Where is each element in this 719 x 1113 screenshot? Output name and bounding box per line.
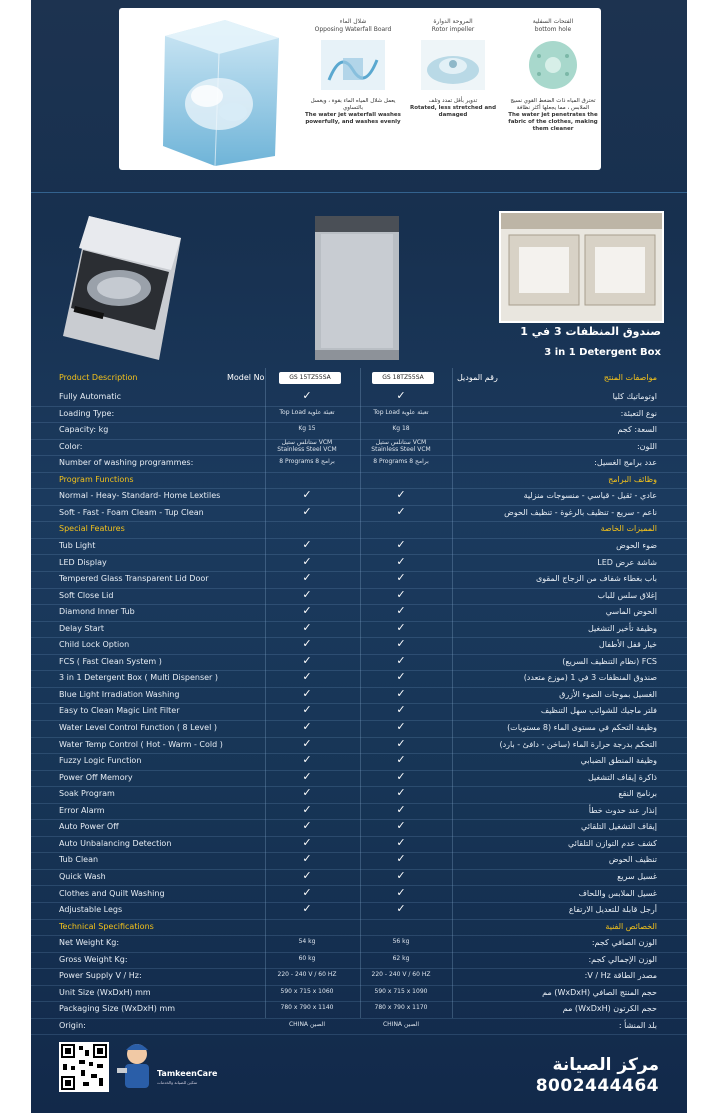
spec-label-en: Normal - Heay- Standard- Home Lextiles	[59, 491, 221, 501]
model-value-text: Kg 18	[392, 425, 410, 433]
spec-label-ar: وظيفة تأخير التشغيل	[587, 623, 657, 633]
feature-bottom-hole	[505, 18, 601, 133]
feature-title-en: Opposing Waterfall Board	[314, 26, 392, 33]
spec-row	[31, 753, 687, 771]
spec-label-ar: السعة: كجم	[617, 425, 657, 435]
spec-label-en: Tub Clean	[59, 855, 99, 865]
spec-label-en: Packaging Size (WxDxH) mm	[59, 1004, 176, 1014]
spec-label-ar: وظيفة المنطق الضبابي	[580, 756, 657, 766]
spec-label-en: FCS ( Fast Clean System )	[59, 656, 162, 666]
spec-row	[31, 654, 687, 672]
spec-label-en: Tempered Glass Transparent Lid Door	[59, 574, 209, 584]
spec-row	[31, 670, 687, 688]
spec-row	[31, 952, 687, 970]
washer-open-lid-image	[59, 210, 187, 360]
feature-title-ar: شلال الماء	[339, 18, 367, 25]
check-icon: ✓	[396, 653, 406, 667]
spec-label-ar: اللون:	[636, 441, 657, 451]
section-divider	[31, 192, 687, 193]
model-value	[267, 955, 347, 962]
model-value-text: ستانلس ستيل VCM	[375, 438, 427, 446]
check-icon: ✓	[396, 720, 406, 733]
check-icon: ✓	[396, 620, 406, 634]
technician-mascot-icon	[115, 1040, 159, 1094]
spec-row	[31, 886, 687, 904]
check-icon: ✓	[302, 786, 312, 800]
spec-row	[31, 985, 687, 1003]
spec-row	[31, 389, 687, 407]
check-icon: ✓	[396, 571, 406, 585]
section-title-en: Special Features	[59, 524, 125, 534]
feature-rotor	[405, 18, 501, 119]
check-icon: ✓	[396, 819, 406, 833]
spec-row	[31, 422, 687, 440]
spec-label-en: Diamond Inner Tub	[59, 607, 135, 617]
spec-label-ar: باب بغطاء شفاف من الزجاج المقوى	[536, 574, 657, 584]
spec-label-ar: خيار قفل الأطفال	[598, 640, 657, 650]
model-value	[267, 458, 347, 465]
check-icon: ✓	[396, 868, 406, 882]
section-title-en: Program Functions	[59, 474, 134, 484]
page-margin-left	[0, 0, 31, 1113]
model-value-text: Top Load تعبئة علوية	[373, 408, 429, 416]
model-value	[361, 971, 441, 978]
spec-label-en: Fuzzy Logic Function	[59, 756, 142, 766]
model-value	[361, 938, 441, 945]
feature-waterfall	[305, 18, 401, 126]
feature-title-ar: الفتحات السفلية	[532, 18, 574, 25]
model-value-text: ستانلس ستيل VCM	[281, 438, 333, 446]
spec-row	[31, 1018, 687, 1036]
spec-label-ar: نوع التعبئة:	[620, 408, 657, 418]
check-icon: ✓	[302, 537, 312, 551]
check-icon: ✓	[396, 488, 406, 502]
section-title-en: Technical Specifications	[59, 921, 154, 931]
spec-row	[31, 869, 687, 887]
spec-label-ar: الحوض الماسي	[605, 607, 657, 617]
spec-label-ar: تنظيف الحوض	[608, 855, 657, 865]
spec-row	[31, 836, 687, 854]
model-value-text: Top Load تعبئة علوية	[279, 408, 335, 416]
washer-closed-image	[311, 210, 403, 362]
check-icon: ✓	[396, 852, 406, 866]
model-value-text: 8 Programs 8 برامج	[279, 458, 335, 466]
page-margin-right	[687, 0, 719, 1113]
feature-title-ar: المروحة الدوارة	[433, 18, 473, 25]
model-value	[267, 409, 347, 416]
check-icon: ✓	[396, 902, 406, 916]
spec-row	[31, 803, 687, 821]
spec-label-en: Origin:	[59, 1020, 86, 1030]
spec-label-ar: غسيل سريع	[617, 871, 657, 881]
waterfall-board-image	[321, 40, 385, 90]
spec-label-en: Water Temp Control ( Hot - Warm - Cold )	[59, 739, 223, 749]
section-header-row	[31, 521, 687, 539]
check-icon: ✓	[302, 819, 312, 833]
model-value	[361, 1021, 441, 1028]
spec-label-en: 3 in 1 Detergent Box ( Multi Dispenser )	[59, 673, 218, 683]
check-icon: ✓	[396, 703, 406, 717]
model-value	[267, 1021, 347, 1028]
check-icon: ✓	[302, 753, 312, 767]
check-icon: ✓	[396, 885, 406, 899]
spec-label-ar: فلتر ماجيك للشوائب سهل التنظيف	[540, 706, 657, 716]
spec-label-en: Blue Light Irradiation Washing	[59, 689, 180, 699]
model-no-label: Model No	[227, 373, 265, 382]
detergent-box-title-ar: صندوق المنظفات 3 في 1	[520, 325, 661, 338]
product-description-label: Product Description	[59, 373, 138, 382]
spec-label-en: Error Alarm	[59, 805, 105, 815]
spec-row	[31, 637, 687, 655]
model-value-text: 590 x 715 x 1060	[280, 987, 334, 995]
spec-label-ar: التحكم بدرجة حرارة الماء (ساخن - دافئ - بارد)	[499, 739, 657, 749]
spec-row	[31, 505, 687, 523]
rotor-impeller-image	[421, 40, 485, 90]
model-2-pill: GS 18TZ55SA	[372, 372, 434, 384]
check-icon: ✓	[302, 653, 312, 667]
spec-label-ar: إغلاق سلس للباب	[597, 590, 657, 600]
feature-desc-ar: تدوير بأقل تمدد وتلف	[428, 98, 478, 104]
model-value	[267, 988, 347, 995]
spec-label-en: Capacity: kg	[59, 425, 109, 435]
spec-label-en: Loading Type:	[59, 408, 115, 418]
spec-label-ar: عادي - ثقيل - قياسي - منسوجات منزلية	[523, 491, 657, 501]
spec-label-en: Fully Automatic	[59, 392, 121, 401]
spec-label-en: Color:	[59, 441, 83, 451]
section-title-ar: المميزات الخاصة	[600, 524, 657, 534]
brand-subtitle: تمكين للصيانة والخدمات	[157, 1080, 198, 1085]
spec-label-ar: الغسيل بموجات الضوء الأزرق	[559, 689, 657, 699]
spec-row	[31, 455, 687, 473]
model-value	[361, 409, 441, 416]
check-icon: ✓	[302, 620, 312, 634]
spec-label-en: Soak Program	[59, 789, 115, 799]
spec-label-en: Child Lock Option	[59, 640, 130, 650]
model-value	[267, 971, 347, 978]
check-icon: ✓	[396, 753, 406, 767]
check-icon: ✓	[396, 686, 406, 700]
check-icon: ✓	[302, 835, 312, 849]
check-icon: ✓	[396, 786, 406, 800]
check-icon: ✓	[396, 637, 406, 651]
check-icon: ✓	[396, 504, 406, 518]
model-value-text: 56 kg	[392, 938, 410, 946]
spec-row	[31, 621, 687, 639]
model-value	[267, 1004, 347, 1011]
spec-row	[31, 770, 687, 788]
spec-label-en: Net Weight Kg:	[59, 938, 120, 948]
spec-label-ar: الوزن الصافي كجم:	[591, 938, 657, 948]
model-value-text: Stainless Steel VCM	[277, 445, 337, 453]
spec-row	[31, 1001, 687, 1019]
spec-label-ar: إيقاف التشغيل التلقائي	[581, 822, 657, 832]
spec-row	[31, 588, 687, 606]
features-card	[119, 8, 601, 170]
spec-label-ar: بلد المنشأ :	[618, 1020, 657, 1030]
section-header-row	[31, 472, 687, 490]
check-icon: ✓	[396, 769, 406, 783]
spec-row	[31, 786, 687, 804]
feature-desc-ar: تخترق المياه ذات الضغط القوي نسيج الملابس ، مما يجعلها أكثر نظافة	[510, 98, 596, 111]
section-title-ar: الخصائص الفنية	[605, 921, 657, 931]
spec-label-ar: عدد برامج الغسيل:	[594, 458, 657, 468]
feature-desc-en: The water jet waterfall washes powerfully, and washes evenly	[305, 112, 401, 125]
model-value	[361, 425, 441, 432]
check-icon: ✓	[302, 885, 312, 899]
spec-label-ar: الوزن الإجمالي كجم:	[588, 954, 657, 964]
check-icon: ✓	[396, 587, 406, 601]
spec-label-en: Power Off Memory	[59, 772, 133, 782]
qr-code	[59, 1042, 109, 1092]
check-icon: ✓	[302, 769, 312, 783]
spec-row	[31, 538, 687, 556]
check-icon: ✓	[302, 587, 312, 601]
check-icon: ✓	[302, 686, 312, 700]
spec-row	[31, 406, 687, 424]
check-icon: ✓	[396, 802, 406, 816]
check-icon: ✓	[302, 554, 312, 568]
spec-row	[31, 935, 687, 953]
spec-label-en: LED Display	[59, 557, 107, 567]
water-cube-image	[155, 16, 281, 166]
spec-label-ar: FCS (نظام التنظيف السريع)	[562, 656, 657, 666]
spec-row	[31, 968, 687, 986]
spec-label-en: Number of washing programmes:	[59, 458, 194, 468]
check-icon: ✓	[396, 835, 406, 849]
spec-row	[31, 604, 687, 622]
spec-label-ar: كشف عدم التوازن التلقائي	[567, 838, 657, 848]
spec-label-ar: برنامج النقع	[618, 789, 657, 799]
brand-name: TamkeenCare	[157, 1069, 218, 1078]
check-icon: ✓	[302, 720, 312, 733]
model-1-pill: GS 15TZ55SA	[279, 372, 341, 384]
spec-row	[31, 687, 687, 705]
spec-label-en: Unit Size (WxDxH) mm	[59, 987, 151, 997]
feature-title-en: bottom hole	[534, 26, 572, 33]
model-value-text: Stainless Steel VCM	[371, 445, 431, 453]
model-value-text: 8 Programs 8 برامج	[373, 458, 429, 466]
check-icon: ✓	[302, 670, 312, 684]
section-header-row	[31, 919, 687, 937]
feature-title-en: Rotor impeller	[431, 26, 475, 33]
feature-desc-ar: يعمل شلال المياه الماء بقوة ، ويغسل بالتساوي	[310, 98, 396, 111]
spec-label-ar: أرجل قابلة للتعديل الارتفاع	[568, 905, 657, 915]
spec-label-en: Quick Wash	[59, 871, 106, 881]
spec-row	[31, 720, 687, 738]
spec-label-ar: غسيل الملابس واللحاف	[578, 888, 657, 898]
feature-desc-en: The water jet penetrates the fabric of the clothes, making them cleaner	[508, 112, 598, 132]
model-value-text: 54 kg	[298, 938, 316, 946]
spec-row	[31, 703, 687, 721]
model-value-text: 780 x 790 x 1140	[280, 1004, 334, 1012]
spec-label-ar: ناعم - سريع - تنظيف بالرغوة - تنظيف الحوض	[504, 507, 657, 517]
check-icon: ✓	[396, 670, 406, 684]
spec-label-en: Delay Start	[59, 623, 105, 633]
spec-label-ar: صندوق المنظفات 3 في 1 (موزع متعدد)	[523, 673, 657, 683]
detergent-box-title-en: 3 in 1 Detergent Box	[544, 347, 661, 358]
spec-row	[31, 571, 687, 589]
model-value-text: 220 - 240 V / 60 HZ	[277, 971, 337, 979]
check-icon: ✓	[396, 736, 406, 750]
model-value-text: 62 kg	[392, 954, 410, 962]
spec-label-en: Easy to Clean Magic Lint Filter	[59, 706, 180, 716]
check-icon: ✓	[302, 604, 312, 618]
maintenance-center-label: مركز الصيانة	[552, 1055, 659, 1075]
model-no-label-ar: رقم الموديل	[457, 373, 498, 382]
spec-label-en: Auto Power Off	[59, 822, 119, 832]
check-icon: ✓	[302, 868, 312, 882]
check-icon: ✓	[302, 504, 312, 518]
model-value	[361, 955, 441, 962]
model-value	[267, 425, 347, 432]
check-icon: ✓	[302, 703, 312, 717]
model-value	[361, 988, 441, 995]
model-value	[361, 458, 441, 465]
maintenance-phone: 8002444464	[535, 1076, 659, 1096]
model-value-text: 590 x 715 x 1090	[374, 987, 428, 995]
model-value	[267, 439, 347, 453]
spec-label-ar: حجم المنتج الصافي (WxDxH) مم	[542, 987, 657, 997]
product-specs-label-ar: مواصفات المنتج	[603, 373, 657, 382]
check-icon: ✓	[396, 537, 406, 551]
spec-label-ar: اوتوماتيك كليا	[612, 392, 657, 401]
spec-label-ar: مصدر الطاقة V / Hz:	[584, 971, 657, 981]
spec-row	[31, 488, 687, 506]
section-title-ar: وظائف البرامج	[608, 474, 657, 484]
spec-row	[31, 555, 687, 573]
check-icon: ✓	[302, 736, 312, 750]
model-value-text: 780 x 790 x 1170	[374, 1004, 428, 1012]
spec-sheet	[31, 0, 687, 1113]
spec-label-en: Clothes and Quilt Washing	[59, 888, 165, 898]
check-icon: ✓	[302, 571, 312, 585]
spec-label-en: Adjustable Legs	[59, 905, 123, 915]
bottom-hole-image	[521, 40, 585, 90]
check-icon: ✓	[302, 488, 312, 502]
spec-row	[31, 902, 687, 920]
model-value	[267, 938, 347, 945]
spec-row	[31, 737, 687, 755]
model-value-text: CHINA الصين	[382, 1020, 420, 1028]
model-value-text: Kg 15	[298, 425, 316, 433]
check-icon: ✓	[302, 802, 312, 816]
model-value	[361, 1004, 441, 1011]
spec-row	[31, 439, 687, 457]
spec-row	[31, 819, 687, 837]
check-icon: ✓	[396, 389, 406, 402]
spec-label-en: Auto Unbalancing Detection	[59, 838, 172, 848]
check-icon: ✓	[302, 637, 312, 651]
spec-label-ar: ذاكرة إيقاف التشغيل	[587, 772, 657, 782]
spec-label-en: Soft - Fast - Foam Cleam - Tup Clean	[59, 507, 204, 517]
check-icon: ✓	[396, 604, 406, 618]
spec-label-en: Power Supply V / Hz:	[59, 971, 142, 981]
check-icon: ✓	[302, 389, 312, 402]
spec-label-ar: شاشة عرض LED	[597, 557, 657, 567]
model-value-text: 60 kg	[298, 954, 316, 962]
model-value	[361, 439, 441, 453]
spec-label-ar: ضوء الحوض	[616, 540, 657, 550]
spec-label-ar: وظيفة التحكم في مستوى الماء (8 مستويات)	[507, 723, 657, 732]
spec-label-en: Gross Weight Kg:	[59, 954, 128, 964]
check-icon: ✓	[302, 902, 312, 916]
spec-row	[31, 852, 687, 870]
spec-label-en: Water Level Control Function ( 8 Level )	[59, 723, 217, 732]
check-icon: ✓	[302, 852, 312, 866]
check-icon: ✓	[396, 554, 406, 568]
spec-label-ar: حجم الكرتون (WxDxH) مم	[562, 1004, 657, 1014]
spec-label-en: Soft Close Lid	[59, 590, 114, 600]
model-value-text: CHINA الصين	[288, 1020, 326, 1028]
model-value-text: 220 - 240 V / 60 HZ	[371, 971, 431, 979]
feature-desc-en: Rotated, less stretched and damaged	[409, 105, 497, 118]
spec-label-ar: إنذار عند حدوث خطأ	[588, 805, 657, 815]
spec-label-en: Tub Light	[59, 540, 96, 550]
detergent-box-image	[499, 211, 664, 323]
